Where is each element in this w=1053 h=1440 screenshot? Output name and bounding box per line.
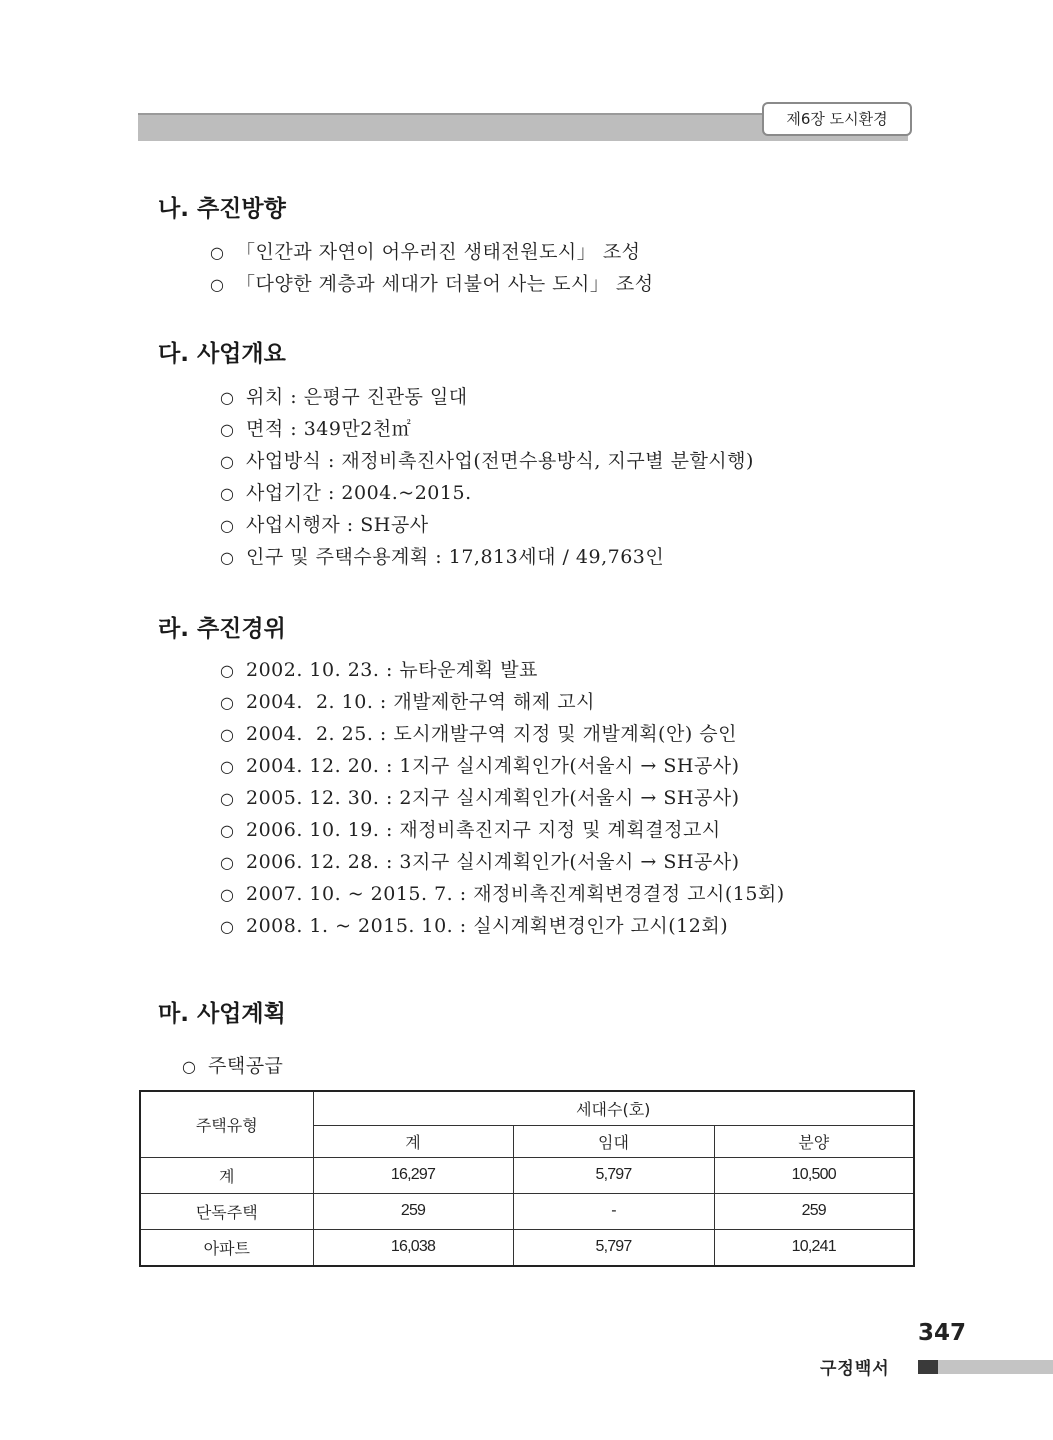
section-title-history: 라. 추진경위 [158,616,286,642]
list-item: ○ 주택공급 [182,1050,283,1082]
bullet-icon: ○ [220,548,235,567]
header-rent: 임대 [513,1125,714,1157]
bullet-icon: ○ [220,484,235,503]
cell-type: 계 [140,1157,313,1193]
bullet-icon: ○ [220,516,235,535]
list-item: ○ 2004. 12. 20. : 1지구 실시계획인가(서울시 → SH공사) [220,750,785,782]
cell-rent: 5,797 [513,1229,714,1266]
table-row [140,1193,914,1229]
cell-type: 아파트 [140,1229,313,1266]
list-item: ○ 인구 및 주택수용계획 : 17,813세대 / 49,763인 [220,541,754,573]
housing-supply-table-wrap [139,1090,915,1267]
bullet-icon: ○ [220,661,235,680]
cell-total: 16,297 [313,1157,513,1193]
footer-bar-accent [918,1360,938,1374]
page-number: 347 [918,1320,967,1346]
bullet-icon: ○ [220,917,235,936]
book-title: 구정백서 [820,1359,890,1379]
list-item: ○ 사업기간 : 2004.~2015. [220,477,754,509]
overview-list [220,381,754,573]
chapter-tab: 제6장 도시환경 [762,102,912,136]
list-item: ○ 2004. 2. 25. : 도시개발구역 지정 및 개발계획(안) 승인 [220,718,785,750]
cell-sale: 10,241 [714,1229,914,1266]
bullet-icon: ○ [182,1057,197,1076]
bullet-icon: ○ [220,420,235,439]
list-item: ○ 사업방식 : 재정비촉진사업(전면수용방식, 지구별 분할시행) [220,445,754,477]
bullet-icon: ○ [220,885,235,904]
list-item: ○ 2006. 12. 28. : 3지구 실시계획인가(서울시 → SH공사) [220,846,785,878]
section-title-overview: 다. 사업개요 [158,341,286,367]
header-sale: 분양 [714,1125,914,1157]
footer-bar [938,1360,1053,1374]
list-item: ○ 2002. 10. 23. : 뉴타운계획 발표 [220,654,785,686]
bullet-icon: ○ [220,388,235,407]
list-item: ○ 「다양한 계층과 세대가 더불어 사는 도시」 조성 [210,268,654,300]
bullet-icon: ○ [210,275,225,294]
housing-supply-table [139,1090,915,1267]
history-list [220,654,785,942]
list-item: ○ 2004. 2. 10. : 개발제한구역 해제 고시 [220,686,785,718]
list-item: ○ 2006. 10. 19. : 재정비촉진지구 지정 및 계획결정고시 [220,814,785,846]
bullet-icon: ○ [220,853,235,872]
bullet-icon: ○ [220,452,235,471]
direction-list [210,236,654,300]
header-total: 계 [313,1125,513,1157]
header-households: 세대수(호) [313,1091,914,1125]
cell-total: 259 [313,1193,513,1229]
section-title-plan: 마. 사업계획 [158,1001,286,1027]
header-type: 주택유형 [140,1091,313,1157]
list-item: ○ 2005. 12. 30. : 2지구 실시계획인가(서울시 → SH공사) [220,782,785,814]
list-item: ○ 2008. 1. ~ 2015. 10. : 실시계획변경인가 고시(12회) [220,910,785,942]
cell-type: 단독주택 [140,1193,313,1229]
list-item: ○ 위치 : 은평구 진관동 일대 [220,381,754,413]
list-item: ○ 「인간과 자연이 어우러진 생태전원도시」 조성 [210,236,654,268]
section-title-direction: 나. 추진방향 [158,196,286,222]
bullet-icon: ○ [210,243,225,262]
cell-sale: 10,500 [714,1157,914,1193]
cell-rent: 5,797 [513,1157,714,1193]
list-item: ○ 2007. 10. ~ 2015. 7. : 재정비촉진계획변경결정 고시(15회) [220,878,785,910]
cell-total: 16,038 [313,1229,513,1266]
cell-sale: 259 [714,1193,914,1229]
bullet-icon: ○ [220,725,235,744]
plan-list [182,1050,283,1082]
bullet-icon: ○ [220,821,235,840]
bullet-icon: ○ [220,757,235,776]
list-item: ○ 사업시행자 : SH공사 [220,509,754,541]
bullet-icon: ○ [220,693,235,712]
cell-rent: - [513,1193,714,1229]
table-row [140,1229,914,1266]
table-row [140,1157,914,1193]
bullet-icon: ○ [220,789,235,808]
list-item: ○ 면적 : 349만2천㎡ [220,413,754,445]
